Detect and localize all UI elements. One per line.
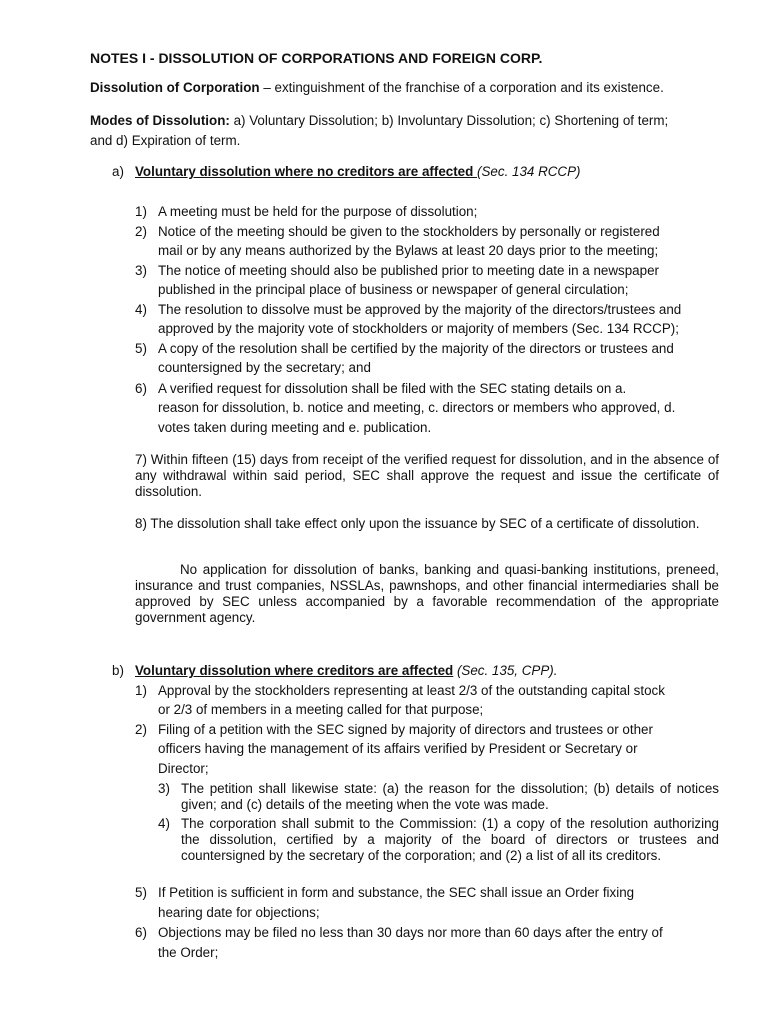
note-paragraph: No application for dissolution of banks, banking and quasi-banking institutions, preneed, insurance and trust companies, NSSLAs, pawnshops, and other financial intermediaries shall be approved by SEC unless accompanied by a favorable recommendation of the appropriate government agency. (135, 562, 719, 625)
modes-text: a) Voluntary Dissolution; b) Involuntary Dissolution; c) Shortening of term; (229, 113, 669, 128)
list-item-number: 2) (135, 224, 147, 239)
list-item: officers having the management of its affairs verified by President or Secretary or (158, 741, 638, 756)
list-item: Notice of the meeting should be given to the stockholders by personally or registered (158, 224, 660, 239)
list-item: Objections may be filed no less than 30 days nor more than 60 days after the entry of (158, 925, 663, 940)
list-item-number: 6) (135, 381, 147, 396)
list-item: Director; (158, 761, 209, 776)
list-item: The notice of meeting should also be published prior to meeting date in a newspaper (158, 263, 659, 278)
list-item: mail or by any means authorized by the Bylaws at least 20 days prior to the meeting; (158, 243, 659, 258)
modes-line-1 (90, 112, 668, 130)
list-item: Filing of a petition with the SEC signed by majority of directors and trustees or other (158, 722, 653, 737)
list-item: Approval by the stockholders representing at least 2/3 of the outstanding capital stock (158, 683, 665, 698)
section-a-ref: (Sec. 134 RCCP) (477, 164, 581, 179)
list-item: A verified request for dissolution shall be filed with the SEC stating details on a. (158, 381, 627, 396)
list-item: reason for dissolution, b. notice and meeting, c. directors or members who approved, d. (158, 400, 676, 415)
page-title: NOTES I - DISSOLUTION OF CORPORATIONS AND FOREIGN CORP. (90, 50, 543, 66)
section-a-marker: a) (112, 164, 124, 179)
definition-term: Dissolution of Corporation (90, 80, 260, 95)
section-b-heading (135, 662, 557, 680)
section-b-ref: (Sec. 135, CPP). (453, 663, 558, 678)
paragraph-8: 8) The dissolution shall take effect only upon the issuance by SEC of a certificate of dissolution. (135, 516, 700, 531)
list-item: The resolution to dissolve must be approved by the majority of the directors/trustees and (158, 302, 682, 317)
list-item-number: 4) (158, 816, 170, 831)
list-item: If Petition is sufficient in form and substance, the SEC shall issue an Order fixing (158, 885, 635, 900)
modes-term: Modes of Dissolution: (90, 113, 230, 128)
list-item: A meeting must be held for the purpose of dissolution; (158, 204, 478, 219)
list-item: votes taken during meeting and e. publication. (158, 420, 432, 435)
list-item-number: 5) (135, 341, 147, 356)
list-item-number: 2) (135, 722, 147, 737)
section-b-marker: b) (112, 663, 124, 678)
list-item-number: 6) (135, 925, 147, 940)
list-item: The corporation shall submit to the Commission: (1) a copy of the resolution authorizing the dissolution, certified by a majority of the board of directors or trustees and countersigned by the secretary of the corporation; and (2) a list of all its creditors. (181, 816, 719, 863)
list-item: countersigned by the secretary; and (158, 360, 371, 375)
list-item-number: 4) (135, 302, 147, 317)
list-item: the Order; (158, 945, 219, 960)
list-item-number: 1) (135, 683, 147, 698)
paragraph-7: 7) Within fifteen (15) days from receipt of the verified request for dissolution, and in the absence of any withdrawal within said period, SEC shall approve the request and issue the certificate of dissolution. (135, 452, 719, 499)
list-item-number: 3) (135, 263, 147, 278)
list-item-number: 3) (158, 781, 170, 796)
list-item: hearing date for objections; (158, 905, 320, 920)
section-b-title: Voluntary dissolution where creditors are affected (135, 663, 454, 678)
list-item: or 2/3 of members in a meeting called for that purpose; (158, 702, 484, 717)
list-item: approved by the majority vote of stockholders or majority of members (Sec. 134 RCCP); (158, 321, 679, 336)
definition-text: – extinguishment of the franchise of a corporation and its existence. (259, 80, 664, 95)
list-item: The petition shall likewise state: (a) the reason for the dissolution; (b) details of notices given; and (c) details of the meeting when the vote was made. (181, 781, 719, 812)
section-a-heading (135, 163, 580, 181)
section-a-title: Voluntary dissolution where no creditors are affected (135, 164, 478, 179)
definition (90, 79, 664, 97)
list-item-number: 5) (135, 885, 147, 900)
list-item: A copy of the resolution shall be certified by the majority of the directors or trustees and (158, 341, 674, 356)
list-item-number: 1) (135, 204, 147, 219)
modes-line-2: and d) Expiration of term. (90, 133, 241, 148)
list-item: published in the principal place of business or newspaper of general circulation; (158, 282, 629, 297)
